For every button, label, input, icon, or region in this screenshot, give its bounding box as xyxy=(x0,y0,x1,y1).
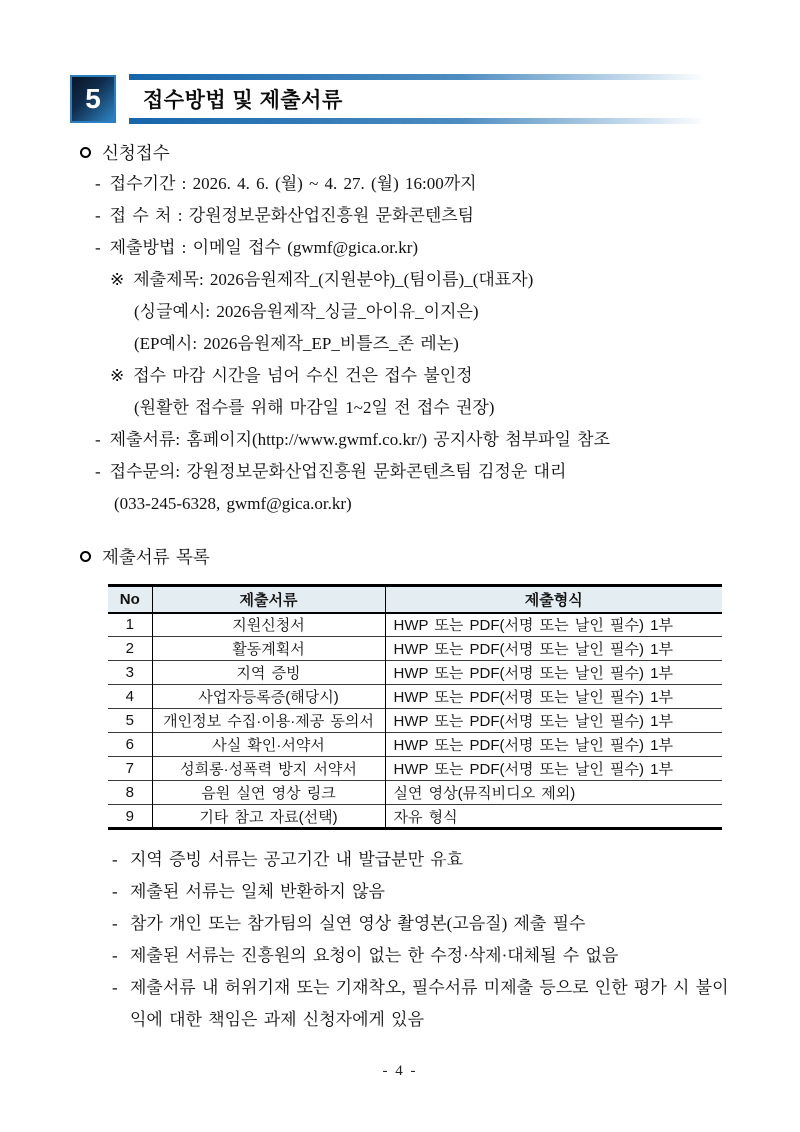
note-text: 제출된 서류는 진흥원의 요청이 없는 한 수정·삭제·대체될 수 없음 xyxy=(130,946,619,965)
line-text: (싱글예시: 2026음원제작_싱글_아이유_이지은) xyxy=(134,302,479,321)
note-marker: - xyxy=(112,914,118,933)
note-line xyxy=(70,908,730,940)
line-marker: ※ xyxy=(110,270,125,289)
line-marker: ※ xyxy=(110,366,125,385)
section-header xyxy=(70,74,730,124)
line-marker: - xyxy=(95,174,101,193)
cell-no: 1 xyxy=(125,616,134,634)
line-marker: - xyxy=(95,462,101,481)
cell-document: 지역 증빙 xyxy=(152,661,385,685)
page-number: - 4 - xyxy=(382,1063,418,1079)
title-bottom-rule xyxy=(129,118,730,124)
line-marker: - xyxy=(95,430,101,449)
cell-document: 음원 실연 영상 링크 xyxy=(152,781,385,805)
table-row xyxy=(108,613,722,637)
apply-line xyxy=(70,168,730,200)
section-title: 접수방법 및 제출서류 xyxy=(143,89,343,112)
note-line xyxy=(70,876,730,908)
cell-no: 6 xyxy=(108,733,152,757)
table-row xyxy=(108,709,722,733)
cell-no: 8 xyxy=(108,781,152,805)
documents-table-body xyxy=(108,613,722,829)
line-text: (원활한 접수를 위해 마감일 1~2일 전 접수 권장) xyxy=(134,398,495,417)
apply-line xyxy=(70,424,730,456)
apply-line xyxy=(70,328,730,360)
note-line xyxy=(70,844,730,876)
cell-no: 2 xyxy=(108,637,152,661)
section-number-badge: 5 xyxy=(70,75,116,123)
line-text: (033-245-6328, gwmf@gica.or.kr) xyxy=(114,494,352,513)
table-row xyxy=(108,805,722,829)
notes-list xyxy=(70,844,730,1036)
apply-line xyxy=(70,488,730,520)
note-text: 제출된 서류는 일체 반환하지 않음 xyxy=(130,882,385,901)
apply-lines xyxy=(70,168,730,520)
cell-no: 4 xyxy=(108,685,152,709)
table-row xyxy=(108,661,722,685)
table-row xyxy=(108,733,722,757)
cell-document: 기타 참고 자료(선택) xyxy=(152,805,385,829)
note-marker: - xyxy=(112,850,118,869)
cell-format: HWP 또는 PDF(서명 또는 날인 필수) 1부 xyxy=(385,757,722,781)
apply-heading-row xyxy=(80,136,730,168)
apply-heading: 신청접수 xyxy=(102,142,170,163)
cell-format: HWP 또는 PDF(서명 또는 날인 필수) 1부 xyxy=(385,613,722,637)
table-header-cell: No xyxy=(108,586,152,613)
table-row xyxy=(108,757,722,781)
line-text: 접수문의: 강원정보문화산업진흥원 문화콘텐츠팀 김정운 대리 xyxy=(109,462,567,481)
note-text: 제출서류 내 허위기재 또는 기재착오, 필수서류 미제출 등으로 인한 평가 시 불이익에 대한 책임은 과제 신청자에게 있음 xyxy=(130,978,729,1029)
table-row xyxy=(108,637,722,661)
note-marker: - xyxy=(112,978,118,997)
line-text: (EP예시: 2026음원제작_EP_비틀즈_존 레논) xyxy=(134,334,459,353)
table-header-row xyxy=(108,586,722,613)
note-marker: - xyxy=(112,882,118,901)
cell-document: 활동계획서 xyxy=(152,637,385,661)
table-row xyxy=(108,685,722,709)
documents-table xyxy=(108,584,722,830)
line-text: 접수 마감 시간을 넘어 수신 건은 접수 불인정 xyxy=(133,366,473,385)
note-line xyxy=(70,940,730,972)
apply-line xyxy=(70,200,730,232)
apply-line xyxy=(70,264,730,296)
section-body xyxy=(70,136,730,1036)
cell-format: HWP 또는 PDF(서명 또는 날인 필수) 1부 xyxy=(385,637,722,661)
table-header-cell: 제출형식 xyxy=(385,586,722,613)
line-text: 제출방법 : 이메일 접수 (gwmf@gica.or.kr) xyxy=(109,238,419,257)
cell-no: 9 xyxy=(108,805,152,829)
apply-line xyxy=(70,392,730,424)
line-marker: - xyxy=(95,238,101,257)
cell-format: 자유 형식 xyxy=(385,805,722,829)
line-text: 제출서류: 홈페이지(http://www.gwmf.co.kr/) 공지사항 첨부파일 참조 xyxy=(109,430,610,449)
line-text: 접 수 처 : 강원정보문화산업진흥원 문화콘텐츠팀 xyxy=(109,206,475,225)
documents-table-head xyxy=(108,586,722,613)
cell-format: HWP 또는 PDF(서명 또는 날인 필수) 1부 xyxy=(385,661,722,685)
line-text: 접수기간 : 2026. 4. 6. (월) ~ 4. 27. (월) 16:00까지 xyxy=(109,174,477,193)
cell-document: 개인정보 수집·이용·제공 동의서 xyxy=(152,709,385,733)
cell-document: 지원신청서 xyxy=(152,613,385,637)
apply-line xyxy=(70,296,730,328)
note-marker: - xyxy=(112,946,118,965)
cell-format: HWP 또는 PDF(서명 또는 날인 필수) 1부 xyxy=(385,685,722,709)
note-text: 지역 증빙 서류는 공고기간 내 발급분만 유효 xyxy=(130,850,464,869)
circle-bullet-icon xyxy=(80,551,91,562)
apply-line xyxy=(70,232,730,264)
cell-format: HWP 또는 PDF(서명 또는 날인 필수) 1부 xyxy=(385,709,722,733)
apply-line xyxy=(70,360,730,392)
note-text: 참가 개인 또는 참가팀의 실연 영상 촬영본(고음질) 제출 필수 xyxy=(130,914,586,933)
cell-no: 7 xyxy=(108,757,152,781)
cell-document: 사실 확인·서약서 xyxy=(152,733,385,757)
docs-heading: 제출서류 목록 xyxy=(102,546,210,567)
cell-document: 사업자등록증(해당시) xyxy=(152,685,385,709)
cell-format: HWP 또는 PDF(서명 또는 날인 필수) 1부 xyxy=(385,733,722,757)
section-title-block xyxy=(129,74,730,124)
docs-heading-row xyxy=(80,540,730,572)
table-row xyxy=(108,781,722,805)
apply-line xyxy=(70,456,730,488)
cell-no: 5 xyxy=(108,709,152,733)
table-header-cell: 제출서류 xyxy=(152,586,385,613)
note-line xyxy=(70,972,730,1036)
line-text: 제출제목: 2026음원제작_(지원분야)_(팀이름)_(대표자) xyxy=(133,270,534,289)
circle-bullet-icon xyxy=(80,147,91,158)
cell-format: 실연 영상(뮤직비디오 제외) xyxy=(385,781,722,805)
line-marker: - xyxy=(95,206,101,225)
cell-document: 성희롱·성폭력 방지 서약서 xyxy=(152,757,385,781)
cell-no: 3 xyxy=(108,661,152,685)
